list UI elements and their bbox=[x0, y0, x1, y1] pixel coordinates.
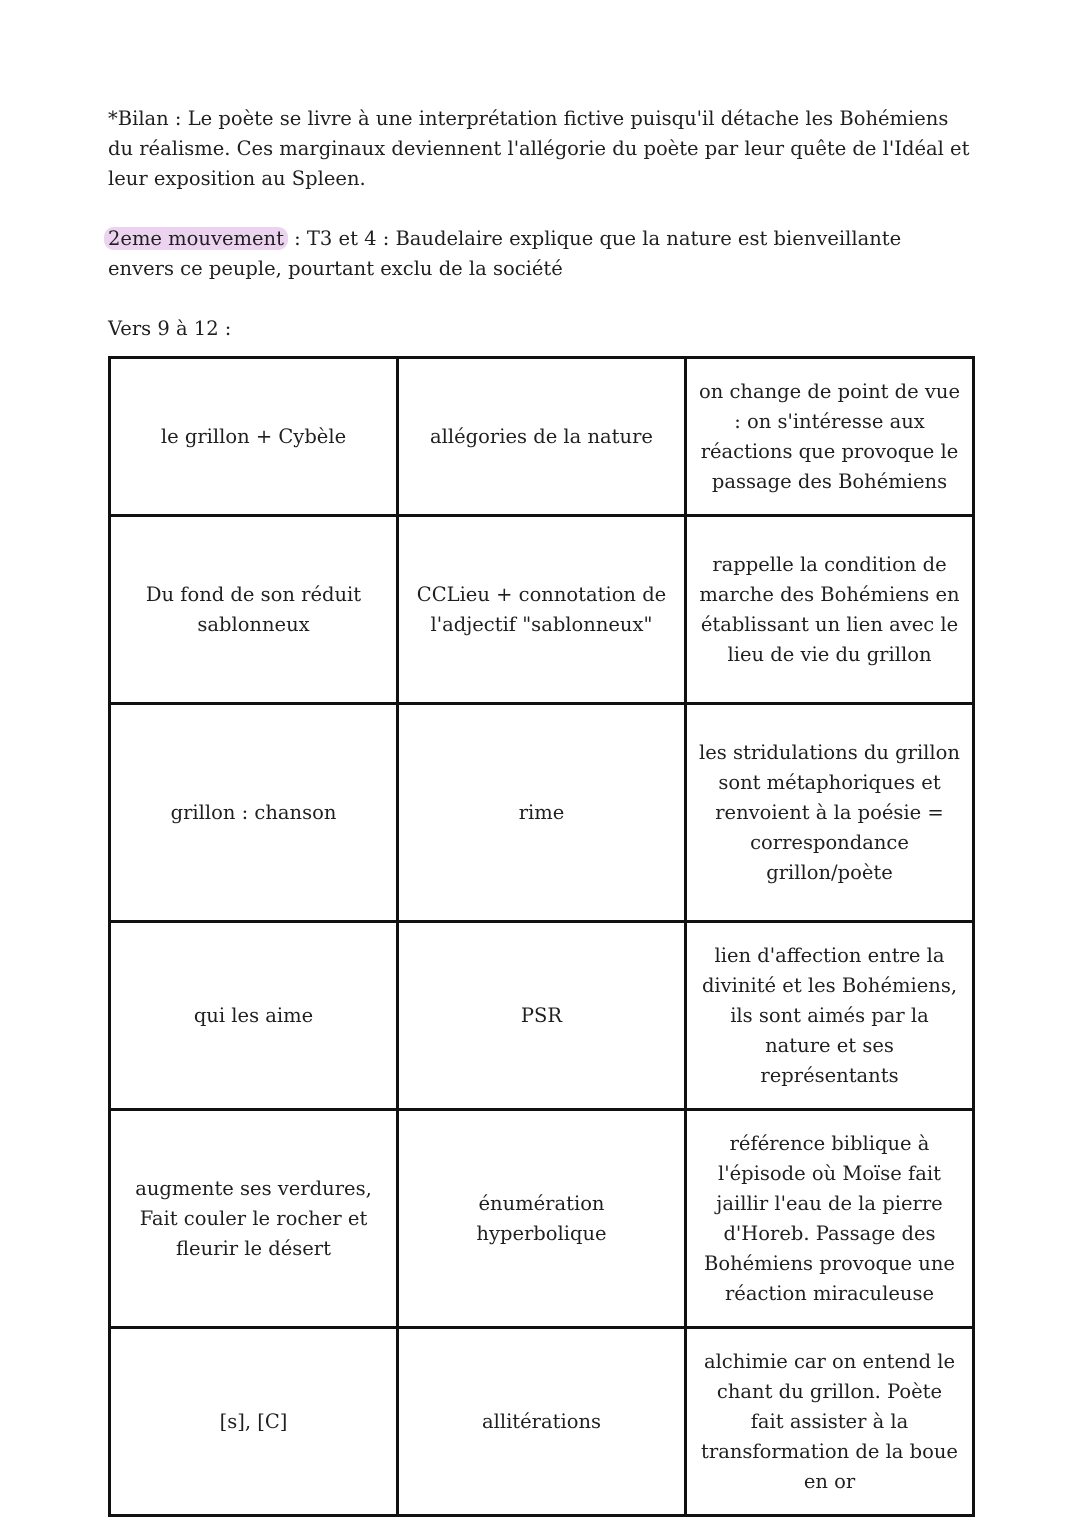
table-cell-quote: augmente ses verdures, Fait couler le rocher et fleurir le désert bbox=[110, 1110, 398, 1328]
table-cell-device: énumération hyperbolique bbox=[398, 1110, 686, 1328]
table-cell-device: allégories de la nature bbox=[398, 358, 686, 516]
bilan-paragraph: *Bilan : Le poète se livre à une interprétation fictive puisqu'il détache les Bohémiens du réalisme. Ces marginaux deviennent l'allégorie du poète par leur quête de l'Idéal et leur exposition au Spleen. bbox=[108, 107, 970, 190]
table-row bbox=[110, 1328, 974, 1516]
mouvement-paragraph bbox=[108, 224, 972, 284]
table-cell-quote: Du fond de son réduit sablonneux bbox=[110, 516, 398, 704]
analysis-table bbox=[108, 356, 975, 1517]
table-row bbox=[110, 516, 974, 704]
table-cell-quote: [s], [C] bbox=[110, 1328, 398, 1516]
table-row bbox=[110, 1110, 974, 1328]
table-cell-device: rime bbox=[398, 704, 686, 922]
table-cell-device: CCLieu + connotation de l'adjectif "sablonneux" bbox=[398, 516, 686, 704]
vers-label: Vers 9 à 12 : bbox=[108, 317, 232, 340]
table-cell-device: PSR bbox=[398, 922, 686, 1110]
table-cell-interpretation: lien d'affection entre la divinité et les Bohémiens, ils sont aimés par la nature et ses représentants bbox=[686, 922, 974, 1110]
table-cell-interpretation: alchimie car on entend le chant du grillon. Poète fait assister à la transformation de la boue en or bbox=[686, 1328, 974, 1516]
table-cell-interpretation: les stridulations du grillon sont métaphoriques et renvoient à la poésie = correspondance grillon/poète bbox=[686, 704, 974, 922]
table-cell-quote: le grillon + Cybèle bbox=[110, 358, 398, 516]
table-row bbox=[110, 704, 974, 922]
table-cell-interpretation: référence biblique à l'épisode où Moïse fait jaillir l'eau de la pierre d'Horeb. Passage des Bohémiens provoque une réaction miraculeuse bbox=[686, 1110, 974, 1328]
table-row bbox=[110, 922, 974, 1110]
table-cell-device: allitérations bbox=[398, 1328, 686, 1516]
table-cell-quote: grillon : chanson bbox=[110, 704, 398, 922]
table-cell-quote: qui les aime bbox=[110, 922, 398, 1110]
document-page bbox=[108, 104, 972, 1517]
table-cell-interpretation: rappelle la condition de marche des Bohémiens en établissant un lien avec le lieu de vie du grillon bbox=[686, 516, 974, 704]
table-row bbox=[110, 358, 974, 516]
highlighted-heading: 2eme mouvement bbox=[104, 227, 288, 250]
table-cell-interpretation: on change de point de vue : on s'intéresse aux réactions que provoque le passage des Bohémiens bbox=[686, 358, 974, 516]
mouvement-text: : T3 et 4 : Baudelaire explique que la nature est bienveillante envers ce peuple, pourtant exclu de la société bbox=[108, 227, 902, 280]
